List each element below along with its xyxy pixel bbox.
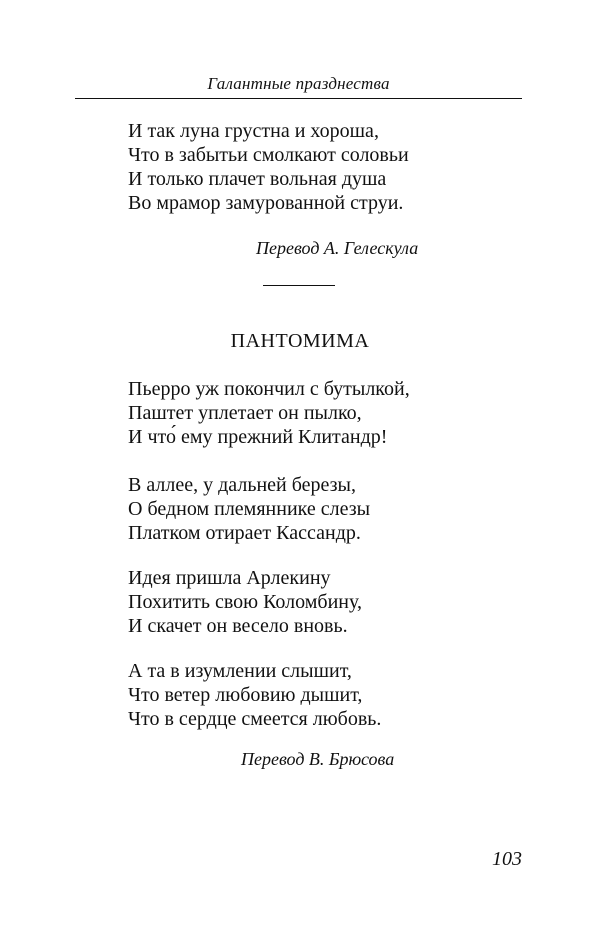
verse-line: А та в изумлении слышит,	[128, 660, 352, 682]
verse-line: Похитить свою Коломбину,	[128, 591, 362, 613]
verse-line: И скачет он весело вновь.	[128, 615, 348, 637]
verse-line: Пьерро уж покончил с бутылкой,	[128, 378, 410, 400]
poem-one-stanza	[128, 119, 409, 215]
poem-title: ПАНТОМИМА	[230, 330, 370, 352]
poem-two-stanza-4	[128, 659, 381, 731]
verse-line: Паштет уплетает он пылко,	[128, 402, 362, 424]
verse-line: Что в забытьи смолкают соловьи	[128, 144, 409, 166]
running-head: Галантные празднества	[207, 74, 390, 93]
verse-line: И только плачет вольная душа	[128, 168, 387, 190]
translator-credit-bryusov: Перевод В. Брюсова	[241, 749, 395, 769]
verse-line: В аллее, у дальней березы,	[128, 474, 356, 496]
verse-line: Что в сердце смеется любовь.	[128, 708, 382, 730]
verse-line: Во мрамор замурованной струи.	[128, 192, 404, 214]
page-number: 103	[492, 848, 522, 870]
verse-line: И так луна грустна и хороша,	[128, 120, 379, 142]
verse-line: Платком отирает Кассандр.	[128, 522, 361, 544]
poem-two-stanza-3	[128, 566, 362, 638]
header-rule	[75, 98, 522, 99]
poem-two-stanza-2	[128, 473, 370, 545]
verse-line: О бедном племяннике слезы	[128, 498, 371, 520]
verse-line: Что ветер любовию дышит,	[128, 684, 363, 706]
translator-credit-geleskul: Перевод А. Гелескула	[256, 238, 419, 258]
verse-line: И что́ ему прежний Клитандр!	[128, 426, 388, 448]
section-separator	[263, 285, 335, 286]
poem-two-stanza-1	[128, 377, 410, 449]
verse-line: Идея пришла Арлекину	[128, 567, 331, 589]
